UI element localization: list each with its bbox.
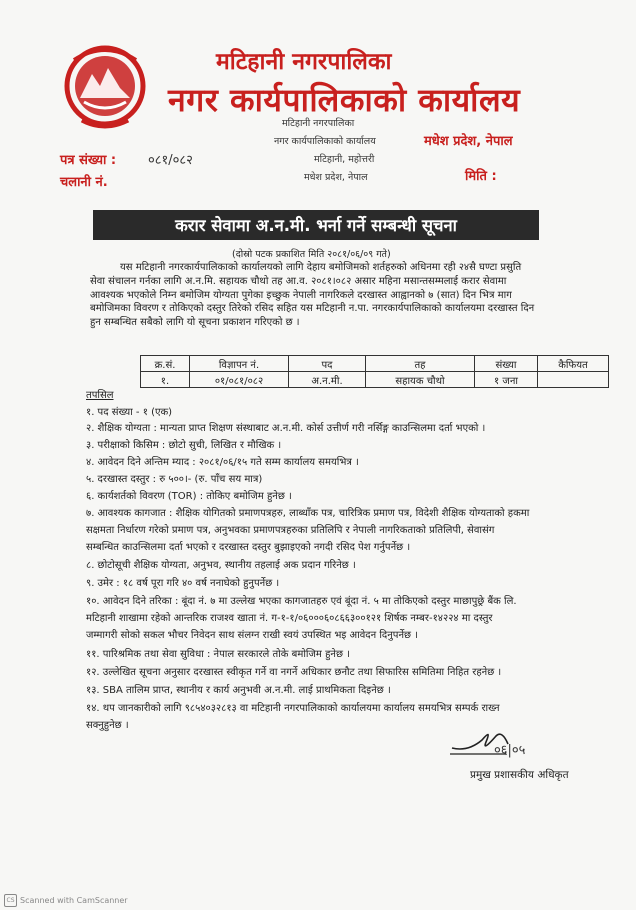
notice-title-banner [93, 210, 539, 240]
list-item: ४. आवेदन दिने अन्तिम म्याद : २०८१/०६/१५ गते सम्म कार्यालय समयभित्र । [86, 457, 359, 468]
table-cell: सहायक चौथो [366, 372, 475, 388]
patra-sankhya-label: पत्र संख्या : [60, 153, 117, 168]
watermark-text: Scanned with CamScanner [20, 896, 128, 905]
table-cell: १ जना [475, 372, 538, 388]
table-cell: १. [141, 372, 190, 388]
list-item: १. पद संख्या - १ (एक) [86, 407, 173, 418]
list-item: ६. कार्यशर्तको विवरण (TOR) : तोकिए बमोजिम हुनेछ । [86, 491, 292, 502]
scanner-watermark [4, 894, 128, 907]
paragraph-line: यस मटिहानी नगरकार्यपालिकाको कार्यालयको लागि देहाय बमोजिमको शर्तहरुको अधिनमा रही २४सै घण्टा प्रसुति [120, 262, 522, 273]
list-item: सम्बन्धित काउन्सिलमा दर्ता भएको र दरखास्त दस्तुर बुझाइएको नगदी रसिद पेश गर्नुपर्नेछ । [86, 542, 411, 553]
paragraph-line: बमोजिमका विवरण र तोकिएको दस्तुर तिरेको रसिद सहित यस मटिहानी न.पा. नगरकार्यपालिकाको कार्यालयमा दरखास्त दिन [90, 303, 535, 315]
patra-sankhya-value: ०८१/०८२ [148, 153, 193, 168]
nepal-emblem-icon [62, 40, 148, 134]
seal-line: नगर कार्यपालिकाको कार्यालय [274, 136, 376, 147]
paragraph-line: सेवा संचालन गर्नका लागि अ.न.मि. सहायक चौथो तह आ.व. २०८१।०८२ असार महिना मसान्तसम्मलाई करार सेवामा [90, 275, 507, 287]
seal-line: मधेश प्रदेश, नेपाल [304, 172, 368, 183]
notice-paragraph [90, 261, 570, 330]
seal-line: मटिहानी, महोत्तरी [314, 154, 375, 165]
list-item: ५. दरखास्त दस्तुर : रु ५००।- (रु. पाँच सय मात्र) [86, 474, 263, 485]
list-item: १२. उल्लेखित सूचना अनुसार दरखास्त स्वीकृत गर्ने वा नगर्ने अधिकार छनौट तथा सिफारिस समितिमा निहित रहनेछ । [86, 667, 502, 678]
notice-subtitle: (दोस्रो पटक प्रकाशित मिति २०८१/०६/०९ गते) [232, 249, 391, 260]
vacancy-table [140, 355, 609, 388]
table-header-row [141, 356, 609, 372]
column-header: संख्या [475, 356, 538, 372]
seal-line: मटिहानी नगरपालिका [282, 118, 355, 129]
list-item: ९. उमेर : १८ वर्ष पूरा गरि ४० वर्ष ननाघेको हुनुपर्नेछ । [86, 578, 280, 589]
table-cell: अ.न.मी. [289, 372, 366, 388]
list-item: मटिहानी शाखामा रहेको आन्तरिक राजश्व खाता नं. ग-१-१/०६०००६०८६६३००१२१ शिर्षक नम्बर-१४२२४ मा दस्तुर [86, 613, 493, 624]
table-cell [538, 372, 609, 388]
paragraph-line: हुन सम्बन्धित सबैको लागि यो सूचना प्रकाशन गरिएको छ । [90, 317, 300, 329]
chalani-label: चलानी नं. [60, 175, 108, 190]
list-item: जम्मागरी सोको सकल भौचर निवेदन साथ संलग्न राखी स्वयं उपस्थित भइ आवेदन दिनुपर्नेछ । [86, 630, 419, 641]
list-item: १०. आवेदन दिने तरिका : बूंदा नं. ७ मा उल्लेख भएका कागजातहरु एवं बूंदा नं. ५ मा तोकिएको दस्तुर माछापुछ्रे बैंक लि. [86, 596, 517, 607]
handwritten-date: ०६|०५ [494, 743, 526, 758]
list-item: २. शैक्षिक योग्यता : मान्यता प्राप्त शिक्षण संस्थाबाट अ.न.मी. कोर्स उत्तीर्ण गरी नर्सिङ्ग काउन्सिलमा दर्ता भएको । [86, 423, 486, 434]
table-row [141, 372, 609, 388]
list-item: १४. थप जानकारीको लागि ९८५४०३२८१३ वा मटिहानी नगरपालिकाको कार्यालयमा कार्यालय समयभित्र सम्पर्क राख्न [86, 703, 500, 714]
column-header: क्र.सं. [141, 356, 190, 372]
list-item: सक्षमता निर्धारण गरेको प्रमाण पत्र, अनुभवका प्रमाणपत्रहरुका प्रतिलिपि र नेपाली नागरिकताको प्रतिलिपी, सेवासंग [86, 525, 495, 536]
office-seal [268, 112, 400, 198]
column-header: तह [366, 356, 475, 372]
column-header: कैफियत [538, 356, 609, 372]
signer-title: प्रमुख प्रशासकीय अधिकृत [470, 769, 569, 781]
paragraph-line: आवश्यक भएकोले निम्न बमोजिम योग्यता पुगेका इच्छुक नेपाली नागरिकले दरखास्त आह्वानको ७ (सात) दिन भित्र माग [90, 289, 512, 301]
province-label: मधेश प्रदेश, नेपाल [424, 134, 513, 149]
list-item: ७. आवश्यक कागजात : शैक्षिक योगितको प्रमाणपत्रहरु, लाब्धाँक पत्र, चारित्रिक प्रमाण पत्र, विदेशी शैक्षिक योग्यताको हकमा [86, 508, 530, 519]
camscanner-icon: CS [4, 894, 17, 907]
notice-title: करार सेवामा अ.न.मी. भर्ना गर्ने सम्बन्धी सूचना [175, 216, 457, 235]
office-name: नगर कार्यपालिकाको कार्यालय [168, 81, 521, 119]
miti-label: मिति : [465, 169, 497, 184]
municipality-name: मटिहानी नगरपालिका [216, 49, 392, 75]
list-item: १३. SBA तालिम प्राप्त, स्थानीय र कार्य अनुभवी अ.न.मी. लाई प्राथमिकता दिइनेछ । [86, 685, 391, 696]
column-header: विज्ञापन नं. [190, 356, 289, 372]
column-header: पद [289, 356, 366, 372]
list-item: सक्नुहुनेछ । [86, 720, 129, 731]
list-item: ८. छोटोसूची शैक्षिक योग्यता, अनुभव, स्थानीय तहलाई अक प्रदान गरिनेछ । [86, 560, 356, 571]
list-item: ३. परीक्षाको किसिम : छोटो सुची, लिखित र मौखिक । [86, 440, 282, 451]
table-cell: ०१/०८१/०८२ [190, 372, 289, 388]
list-item: ११. पारिश्रमिक तथा सेवा सुविधा : नेपाल सरकारले तोके बमोजिम हुनेछ । [86, 649, 350, 660]
tapsil-heading: तपसिल [86, 390, 114, 401]
